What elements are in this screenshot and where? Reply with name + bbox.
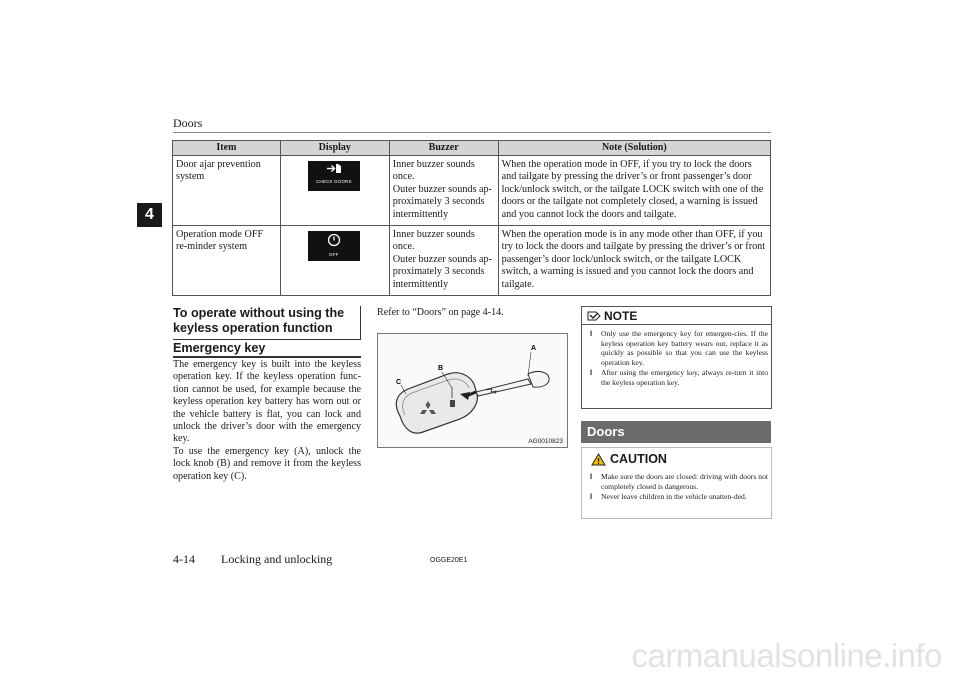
bullet-icon: l [590,368,593,378]
heading-rule [173,339,361,340]
running-header: Doors [173,116,203,130]
body-text [173,359,361,483]
display-caption: CHECK DOORS [315,179,352,184]
label-a: A [531,345,537,352]
label-b: B [438,365,444,372]
figure-code: AG0010823 [528,438,563,445]
list-item: l After using the emergency key, always re-turn it into the keyless operation key. [590,368,768,387]
column-header: Item [173,141,281,156]
buzzer-cell: Inner buzzer sounds once. Outer buzzer sounds ap-proximately 3 seconds intermittently [389,226,498,296]
note-title: NOTE [604,309,638,323]
table-row [173,156,771,226]
key-illustration [378,334,567,447]
note-box [581,306,772,409]
bullet-icon: l [590,329,593,338]
caution-box [581,447,772,519]
warning-table [172,140,771,296]
item-cell: Operation mode OFF re-minder system [173,226,281,296]
paragraph: To use the emergency key (A), unlock the lock knob (B) and remove it from the keyless operation key (C). [173,445,361,482]
column-header: Note (Solution) [498,141,770,156]
header-rule [173,132,771,133]
footer-section-title: Locking and unlocking [221,552,333,566]
door-ajar-icon [308,161,360,191]
list-item: l Never leave children in the vehicle unatten-ded. [590,492,747,502]
note-cell: When the operation mode in OFF, if you try to lock the doors and tailgate by pressing the driver’s or front passenger’s door lock/unlock switch, or the tailgate LOCK switch with one of the doors or the tailgate not completely closed, a warning is issued and you cannot lock the doors and tailgate. [498,156,770,226]
note-cell: When the operation mode is in any mode other than OFF, if you try to lock the doors and tailgate by pressing the driver’s or front passenger’s door lock/unlock switch, or the tailgate LOCK switch, a warning is issued and you cannot lock the doors and tailgate. [498,226,770,296]
label-c: C [396,379,402,386]
warning-triangle-icon [591,453,606,466]
emergency-key-figure [377,333,568,448]
buzzer-cell: Inner buzzer sounds once. Outer buzzer sounds ap-proximately 3 seconds intermittently [389,156,498,226]
column-header: Display [280,141,389,156]
table-row [173,226,771,296]
display-caption: OFF [329,252,339,258]
display-cell [280,156,389,226]
doors-section-banner: Doors [581,421,771,443]
door-open-arrow-icon [325,163,343,174]
power-mode-off-icon [308,231,360,261]
subheading: Emergency key [173,341,266,355]
paragraph: The emergency key is built into the keyless operation key. If the keyless operation func-tion cannot be used, for example because the keyless operation key battery has worn out or the vehicle battery is flat, you can lock and unlock the driver’s door with the emergency key. [173,359,361,445]
item-cell: Door ajar prevention system [173,156,281,226]
bullet-icon: l [590,472,593,481]
chapter-tab: 4 [137,203,162,227]
list-item: l Make sure the doors are closed: driving with doors not completely closed is dangerous. [590,472,768,491]
list-item: l Only use the emergency key for emergen-cies. If the keyless operation key battery wears out, replace it as quickly as possible so that you can use the keyless operation key. [590,329,768,367]
table-header-row [173,141,771,156]
display-cell [280,226,389,296]
heading-rule-vertical [360,306,361,340]
document-code: OGGE20E1 [430,557,468,564]
bullet-icon: l [590,492,593,502]
column-header: Buzzer [389,141,498,156]
note-icon [587,310,601,322]
page-reference: Refer to “Doors” on page 4-14. [377,307,504,318]
power-button-icon [327,233,341,247]
watermark[interactable]: carmanualsonline.info [631,637,942,674]
subheading-rule [173,356,361,358]
page-number: 4-14 [173,552,195,566]
section-heading: To operate without using the keyless operation function [173,306,345,335]
caution-title: CAUTION [610,452,667,466]
